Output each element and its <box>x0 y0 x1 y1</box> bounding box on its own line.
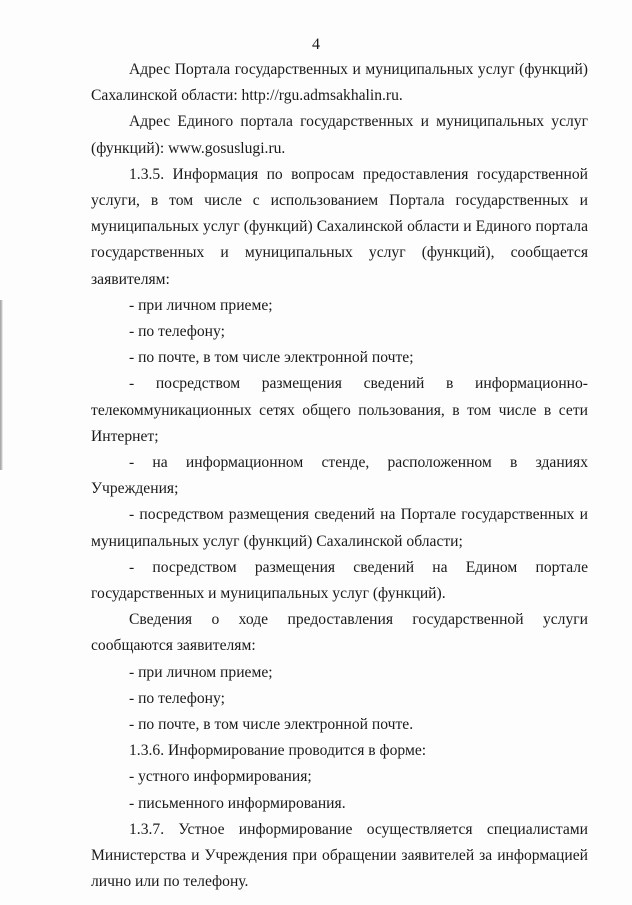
paragraph-portal-address: Адрес Портала государственных и муниципальных услуг (функций) Сахалинской области: http://rgu.admsakhalin.ru. <box>91 61 588 105</box>
list-item-mail: - по почте, в том числе электронной почте; <box>129 349 414 367</box>
list-item-phone-2: - по телефону; <box>129 689 225 707</box>
page-number: 4 <box>312 36 320 53</box>
list-item-written: - письменного информирования. <box>129 794 346 812</box>
list-item-mail-2: - по почте, в том числе электронной почте. <box>129 716 414 734</box>
list-item-personal-reception: - при личном приеме; <box>129 296 273 314</box>
list-item-oral: - устного информирования; <box>129 768 312 786</box>
paragraph-section-1-3-7: 1.3.7. Устное информирование осуществляется специалистами Министерства и Учреждения при обращении заявителей за информацией лично или по телефону. <box>91 820 588 891</box>
paragraph-section-1-3-6: 1.3.6. Информирование проводится в форме: <box>129 742 427 760</box>
list-item-phone: - по телефону; <box>129 323 225 341</box>
paragraph-section-1-3-5: 1.3.5. Информация по вопросам предоставления государственной услуги, в том числе с использованием Портала государственных и муниципальных услуг (функций) Сахалинской области и Единого портала государственных и муниципальных услуг (функций), сообщается заявителям: <box>91 165 588 288</box>
paragraph-progress-info: Сведения о ходе предоставления государственной услуги сообщаются заявителям: <box>91 611 588 655</box>
list-item-internet: - посредством размещения сведений в информационно-телекоммуникационных сетях общего пользования, в том числе в сети Интернет; <box>91 375 588 445</box>
scan-edge-shadow <box>0 300 3 470</box>
list-item-personal-reception-2: - при личном приеме; <box>129 663 273 681</box>
list-item-unified-portal: - посредством размещения сведений на Едином портале государственных и муниципальных услуг (функций). <box>91 558 588 603</box>
document-body <box>91 57 588 896</box>
paragraph-unified-portal-address: Адрес Единого портала государственных и муниципальных услуг (функций): www.gosuslugi.ru. <box>91 113 588 157</box>
list-item-info-stand: - на информационном стенде, расположенном в зданиях Учреждения; <box>91 454 588 498</box>
list-item-regional-portal: - посредством размещения сведений на Портале государственных и муниципальных услуг (функций) Сахалинской области; <box>91 506 588 550</box>
